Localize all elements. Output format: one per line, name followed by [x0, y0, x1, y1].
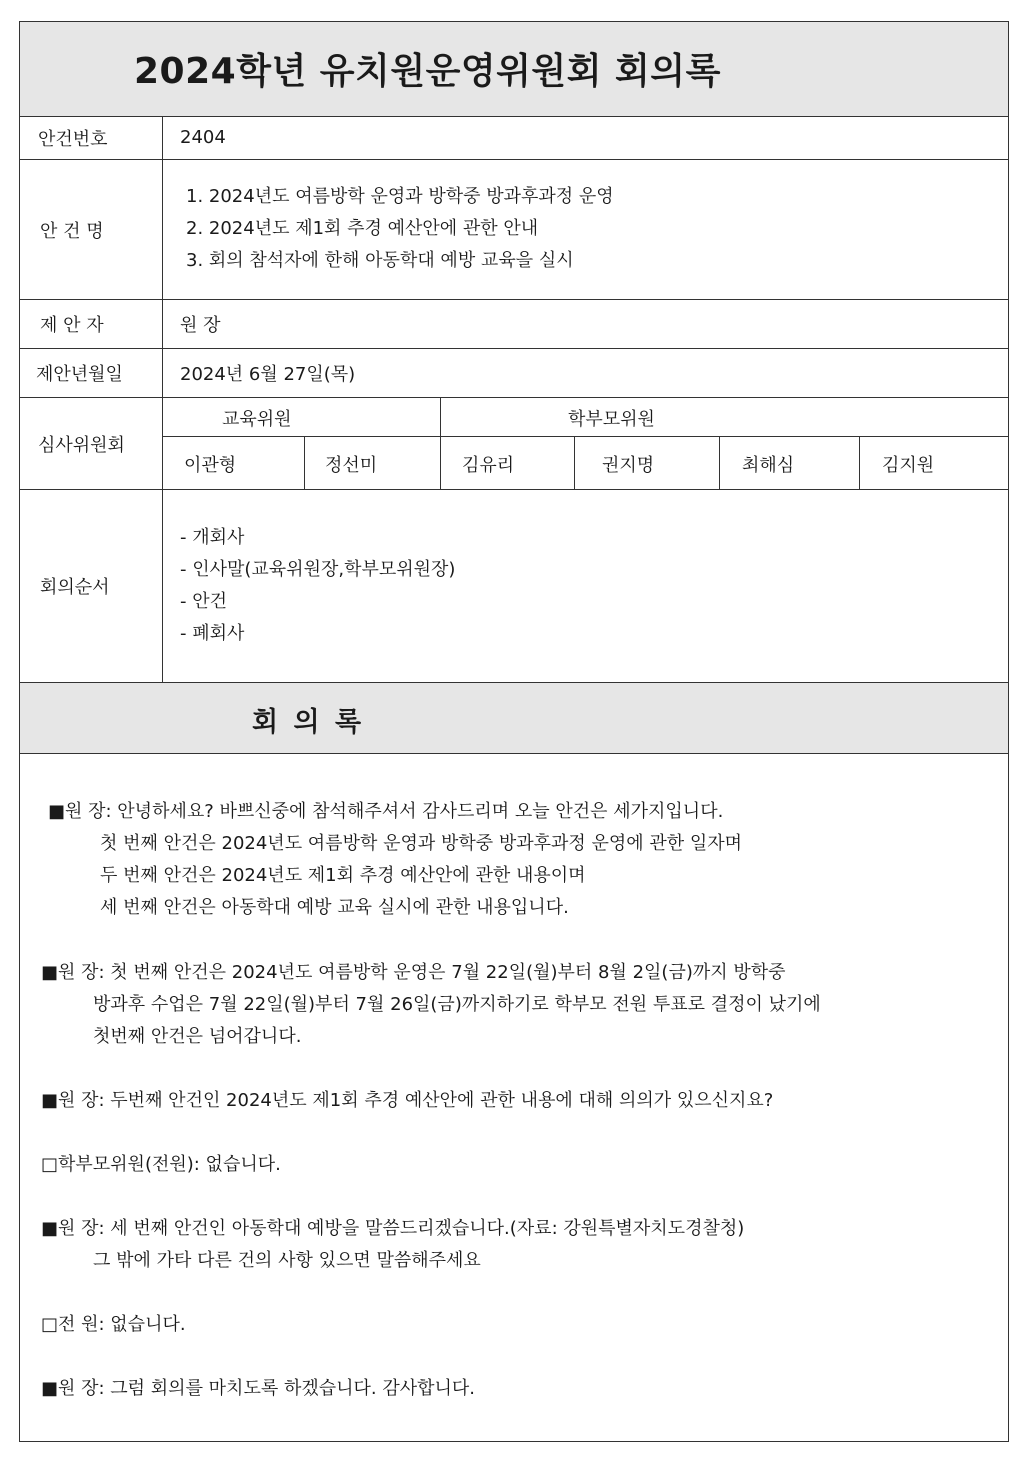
minutes-entry: [41, 957, 821, 1053]
committee-member: 김지원: [882, 455, 935, 476]
committee-label: 심사위원회: [20, 398, 163, 489]
minutes-line: □학부모위원(전원): 없습니다.: [41, 1154, 281, 1175]
minutes-line: 첫 번째 안건은 2024년도 여름방학 운영과 방학중 방과후과정 운영에 관한 일자며: [100, 833, 743, 854]
minutes-title: 회 의 록: [252, 707, 365, 738]
proposer-value: 원 장: [180, 315, 221, 336]
proposer-row: [20, 300, 1008, 349]
education-group-header: 교육위원: [222, 409, 292, 430]
agenda-number-label: 안건번호: [20, 116, 163, 159]
minutes-line: ■원 장: 세 번째 안건인 아동학대 예방을 말씀드리겠습니다.(자료: 강원특별자치도경찰청): [41, 1218, 745, 1239]
minutes-line: 방과후 수업은 7월 22일(월)부터 7월 26일(금)까지하기로 학부모 전원 투표로 결정이 났기에: [93, 994, 821, 1015]
agenda-item: 3. 회의 참석자에 한해 아동학대 예방 교육을 실시: [186, 250, 574, 271]
committee-divider: [163, 436, 1008, 437]
proposal-date-value: 2024년 6월 27일(목): [180, 364, 356, 385]
minutes-line: ■원 장: 두번째 안건인 2024년도 제1회 추경 예산안에 관한 내용에 대해 의의가 있으신지요?: [41, 1090, 774, 1111]
meeting-order-row: [20, 490, 1008, 682]
minutes-line: ■원 장: 안녕하세요? 바쁘신중에 참석해주셔서 감사드리며 오늘 안건은 세가지입니다.: [48, 801, 724, 822]
agenda-list: [186, 181, 614, 277]
agenda-name-row: [20, 160, 1008, 300]
minutes-line: 첫번째 안건은 넘어갑니다.: [93, 1026, 302, 1047]
committee-member: 김유리: [462, 455, 515, 476]
meeting-order-item: - 인사말(교육위원장,학부모위원장): [180, 559, 456, 580]
minutes-line: 그 밖에 가타 다른 건의 사항 있으면 말씀해주세요: [93, 1250, 481, 1271]
minutes-entry: [41, 1085, 773, 1117]
committee-cell-divider: [574, 436, 575, 490]
minutes-line: ■원 장: 첫 번째 안건은 2024년도 여름방학 운영은 7월 22일(월)부터 8월 2일(금)까지 방학중: [41, 962, 786, 983]
committee-group-divider: [440, 398, 441, 490]
committee-member: 이관형: [184, 455, 237, 476]
agenda-name-label: 안 건 명: [20, 160, 163, 299]
meeting-order-item: - 안건: [180, 591, 227, 612]
committee-member: 권지명: [602, 455, 655, 476]
meeting-order-list: [180, 522, 455, 650]
meeting-order-item: - 폐회사: [180, 623, 245, 644]
minutes-header-bar: [20, 682, 1008, 754]
meeting-order-item: - 개회사: [180, 527, 245, 548]
minutes-entry: [41, 1373, 475, 1405]
agenda-number-row: [20, 116, 1008, 160]
meeting-order-label: 회의순서: [20, 490, 163, 682]
committee-cell-divider: [304, 436, 305, 490]
committee-member: 정선미: [325, 455, 378, 476]
committee-cell-divider: [859, 436, 860, 490]
minutes-line: ■원 장: 그럼 회의를 마치도록 하겠습니다. 감사합니다.: [41, 1378, 475, 1399]
minutes-entry: [41, 1149, 281, 1181]
agenda-number-value: 2404: [180, 127, 226, 148]
minutes-entry: [41, 1309, 186, 1341]
minutes-document: [19, 21, 1009, 1442]
proposal-date-row: [20, 349, 1008, 398]
minutes-entry: [41, 1213, 744, 1277]
minutes-entry: [48, 796, 742, 924]
minutes-line: 두 번째 안건은 2024년도 제1회 추경 예산안에 관한 내용이며: [100, 865, 586, 886]
title-bar: [20, 22, 1008, 117]
committee-member: 최해심: [742, 455, 795, 476]
minutes-line: 세 번째 안건은 아동학대 예방 교육 실시에 관한 내용입니다.: [100, 897, 569, 918]
proposal-date-label: 제안년월일: [20, 349, 163, 397]
document-title: 2024학년 유치원운영위원회 회의록: [134, 51, 721, 92]
proposer-label: 제 안 자: [20, 300, 163, 348]
committee-row: [20, 398, 1008, 490]
agenda-item: 1. 2024년도 여름방학 운영과 방학중 방과후과정 운영: [186, 186, 614, 207]
committee-cell-divider: [719, 436, 720, 490]
parents-group-header: 학부모위원: [568, 409, 655, 430]
agenda-item: 2. 2024년도 제1회 추경 예산안에 관한 안내: [186, 218, 539, 239]
minutes-line: □전 원: 없습니다.: [41, 1314, 186, 1335]
